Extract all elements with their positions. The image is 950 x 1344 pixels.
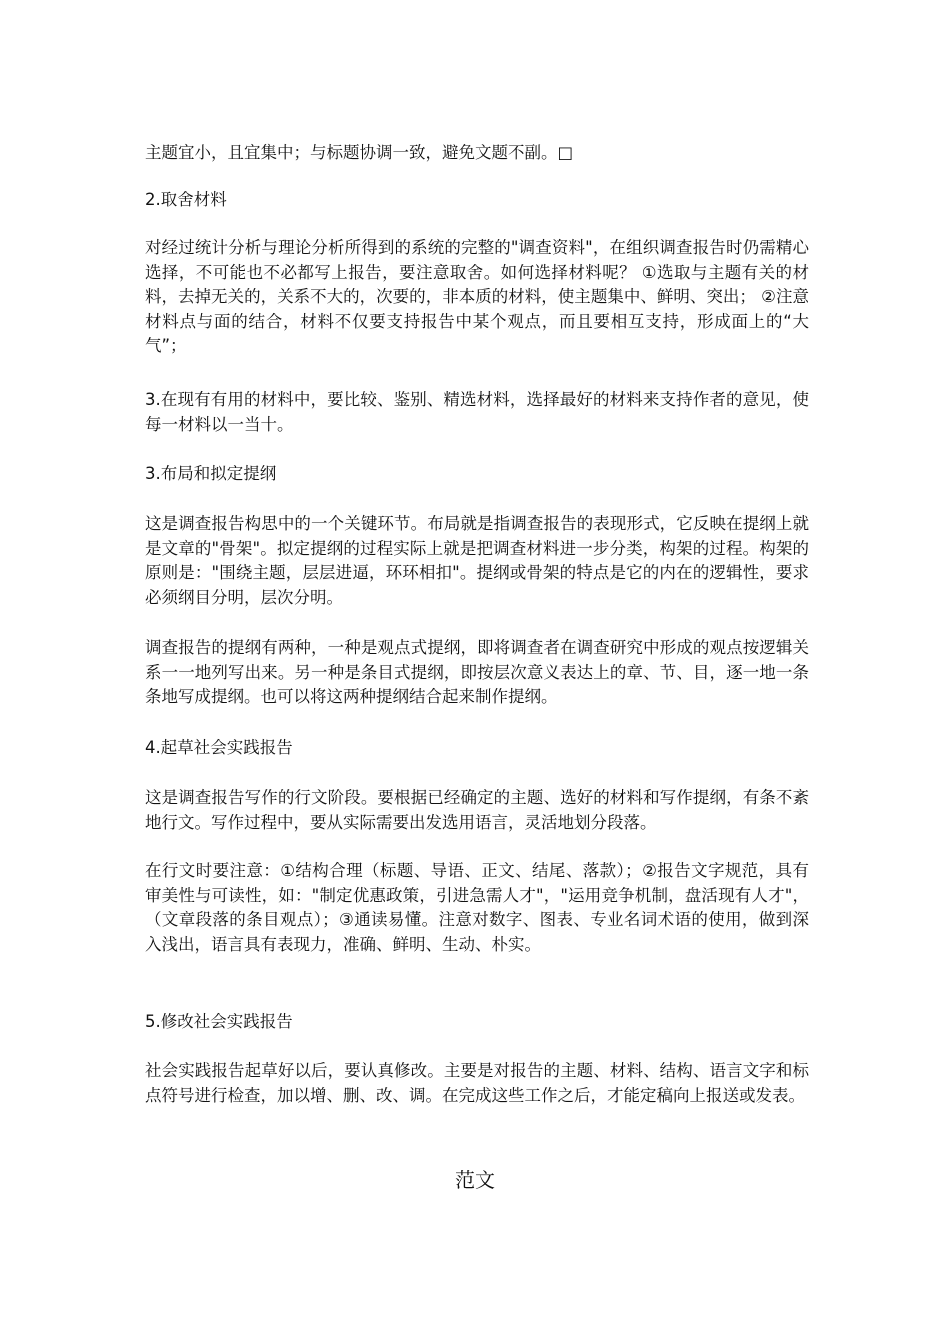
heading-select-materials: 2.取舍材料 bbox=[145, 190, 227, 209]
paragraph-select-materials: 对经过统计分析与理论分析所得到的系统的完整的"调查资料"，在组织调查报告时仍需精心选择，不可能也不必都写上报告，要注意取舍。如何选择材料呢？ ①选取与主题有关的材料，去掉无关的，关系不大的，次要的，非本质的材料，使主题集中、鲜明、突出； ②注意材料点与面的结合，材料不仅要支持报告中某个观点，而且要相互支持，形成面上的“大气”； bbox=[145, 238, 809, 355]
paragraph-layout-outline: 这是调查报告构思中的一个关键环节。布局就是指调查报告的表现形式，它反映在提纲上就是文章的"骨架"。拟定提纲的过程实际上就是把调查材料进一步分类，构架的过程。构架的原则是："围绕主题，层层进逼，环环相扣"。提纲或骨架的特点是它的内在的逻辑性，要求必须纲目分明，层次分明。 bbox=[145, 514, 809, 607]
paragraph-topic-note: 主题宜小，且宜集中；与标题协调一致，避免文题不副。□ bbox=[145, 143, 574, 162]
paragraph-draft-report: 这是调查报告写作的行文阶段。要根据已经确定的主题、选好的材料和写作提纲，有条不紊地行文。写作过程中，要从实际需要出发选用语言，灵活地划分段落。 bbox=[145, 788, 809, 832]
paragraph-writing-notes: 在行文时要注意：①结构合理（标题、导语、正文、结尾、落款）；②报告文字规范，具有审美性与可读性，如："制定优惠政策，引进急需人才"，"运用竞争机制，盘活现有人才"，（文章段落的条目观点）；③通读易懂。注意对数字、图表、专业名词术语的使用，做到深入浅出，语言具有表现力，准确、鲜明、生动、朴实。 bbox=[145, 861, 809, 954]
heading-layout-outline: 3.布局和拟定提纲 bbox=[145, 464, 277, 483]
paragraph-outline-types: 调查报告的提纲有两种，一种是观点式提纲，即将调查者在调查研究中形成的观点按逻辑关系一一地列写出来。另一种是条目式提纲，即按层次意义表达上的章、节、目，逐一地一条条地写成提纲。也可以将这两种提纲结合起来制作提纲。 bbox=[145, 638, 809, 706]
paragraph-compare-materials: 3.在现有有用的材料中，要比较、鉴别、精选材料，选择最好的材料来支持作者的意见，使每一材料以一当十。 bbox=[145, 390, 809, 434]
heading-draft-report: 4.起草社会实践报告 bbox=[145, 738, 293, 757]
paragraph-revise-report: 社会实践报告起草好以后，要认真修改。主要是对报告的主题、材料、结构、语言文字和标点符号进行检查，加以增、删、改、调。在完成这些工作之后，才能定稿向上报送或发表。 bbox=[145, 1061, 809, 1105]
heading-revise-report: 5.修改社会实践报告 bbox=[145, 1012, 293, 1031]
sample-essay-title: 范文 bbox=[455, 1168, 495, 1192]
